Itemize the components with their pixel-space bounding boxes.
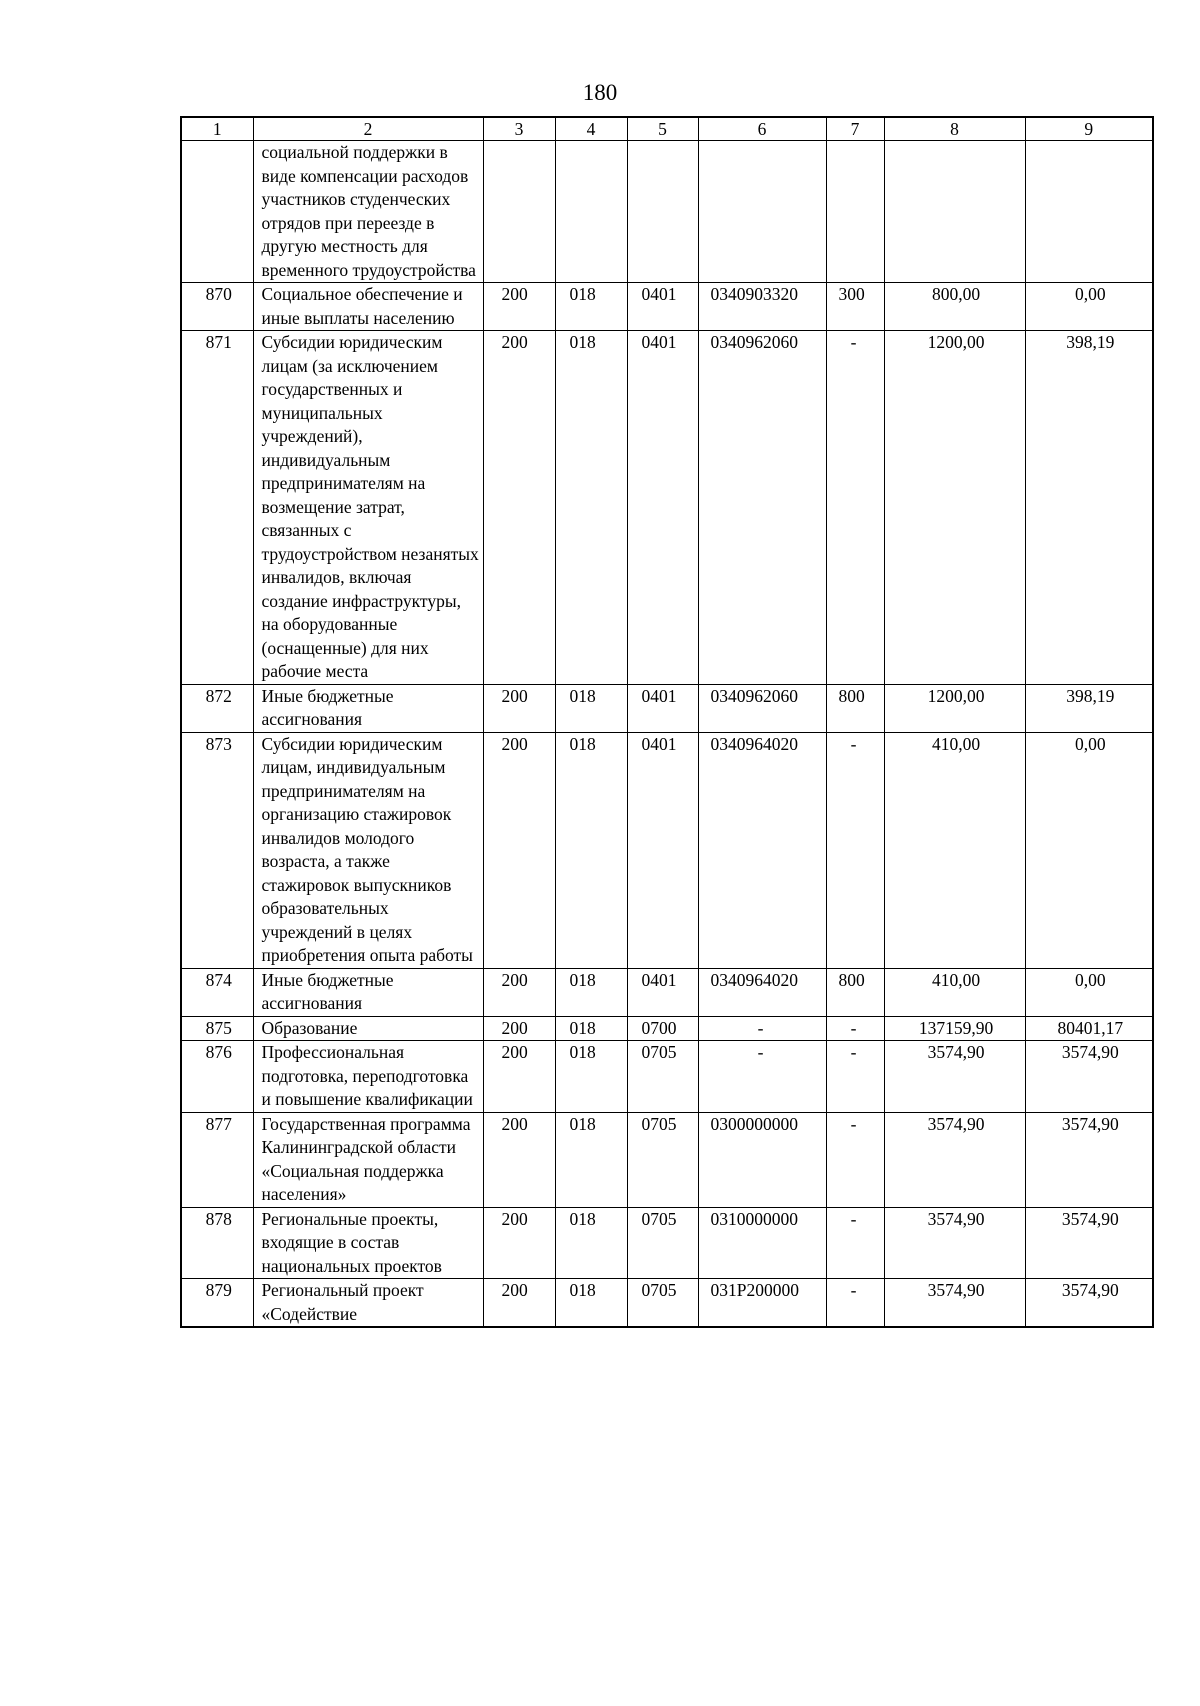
table-row	[181, 684, 1153, 732]
row-number-cell: 874	[181, 968, 253, 1016]
table-row	[181, 331, 1153, 685]
ministry-code-cell: 018	[555, 331, 627, 685]
row-number-cell: 872	[181, 684, 253, 732]
executed-amount-cell: 0,00	[1025, 283, 1153, 331]
name-cell: Иные бюджетные ассигнования	[253, 968, 483, 1016]
header-cell: 6	[698, 117, 826, 141]
plan-amount-cell: 3574,90	[884, 1112, 1025, 1207]
admin-code-cell: 200	[483, 1207, 555, 1279]
ministry-code-cell	[555, 141, 627, 283]
expense-type-cell: -	[826, 732, 884, 968]
name-cell: Государственная программа Калининградской области «Социальная поддержка населения»	[253, 1112, 483, 1207]
executed-amount-cell: 80401,17	[1025, 1016, 1153, 1041]
header-cell: 3	[483, 117, 555, 141]
admin-code-cell	[483, 141, 555, 283]
admin-code-cell: 200	[483, 1041, 555, 1113]
section-code-cell: 0705	[627, 1279, 698, 1328]
executed-amount-cell: 398,19	[1025, 684, 1153, 732]
table-row	[181, 968, 1153, 1016]
expense-type-cell: 800	[826, 968, 884, 1016]
target-article-cell: 0310000000	[698, 1207, 826, 1279]
row-number-cell: 876	[181, 1041, 253, 1113]
plan-amount-cell: 410,00	[884, 968, 1025, 1016]
executed-amount-cell: 3574,90	[1025, 1041, 1153, 1113]
header-cell: 9	[1025, 117, 1153, 141]
ministry-code-cell: 018	[555, 283, 627, 331]
expense-type-cell: -	[826, 1207, 884, 1279]
ministry-code-cell: 018	[555, 732, 627, 968]
executed-amount-cell	[1025, 141, 1153, 283]
ministry-code-cell: 018	[555, 684, 627, 732]
section-code-cell: 0401	[627, 968, 698, 1016]
executed-amount-cell: 3574,90	[1025, 1279, 1153, 1328]
header-cell: 4	[555, 117, 627, 141]
header-row	[181, 117, 1153, 141]
section-code-cell: 0705	[627, 1207, 698, 1279]
expense-type-cell: -	[826, 1016, 884, 1041]
expense-type-cell: 300	[826, 283, 884, 331]
section-code-cell: 0401	[627, 684, 698, 732]
row-number-cell: 879	[181, 1279, 253, 1328]
expense-type-cell: -	[826, 1279, 884, 1328]
plan-amount-cell: 410,00	[884, 732, 1025, 968]
row-number-cell: 875	[181, 1016, 253, 1041]
plan-amount-cell: 137159,90	[884, 1016, 1025, 1041]
admin-code-cell: 200	[483, 1279, 555, 1328]
admin-code-cell: 200	[483, 331, 555, 685]
admin-code-cell: 200	[483, 283, 555, 331]
plan-amount-cell	[884, 141, 1025, 283]
admin-code-cell: 200	[483, 968, 555, 1016]
executed-amount-cell: 0,00	[1025, 732, 1153, 968]
table-row	[181, 1207, 1153, 1279]
plan-amount-cell: 3574,90	[884, 1207, 1025, 1279]
target-article-cell: 0340964020	[698, 968, 826, 1016]
page-number: 180	[582, 80, 618, 105]
table-row	[181, 141, 1153, 283]
executed-amount-cell: 398,19	[1025, 331, 1153, 685]
executed-amount-cell: 0,00	[1025, 968, 1153, 1016]
table-row	[181, 1279, 1153, 1328]
ministry-code-cell: 018	[555, 1041, 627, 1113]
table-row	[181, 1041, 1153, 1113]
target-article-cell: 0340903320	[698, 283, 826, 331]
target-article-cell: 0340962060	[698, 331, 826, 685]
header-cell: 2	[253, 117, 483, 141]
section-code-cell: 0401	[627, 331, 698, 685]
name-cell: Субсидии юридическим лицам, индивидуальным предпринимателям на организацию стажировок инвалидов молодого возраста, а также стажировок выпускников образовательных учреждений в целях приобретения опыта работы	[253, 732, 483, 968]
row-number-cell: 873	[181, 732, 253, 968]
table-body	[181, 117, 1153, 1327]
executed-amount-cell: 3574,90	[1025, 1207, 1153, 1279]
expense-type-cell: 800	[826, 684, 884, 732]
name-cell: Социальное обеспечение и иные выплаты населению	[253, 283, 483, 331]
row-number-cell: 871	[181, 331, 253, 685]
plan-amount-cell: 3574,90	[884, 1279, 1025, 1328]
row-number-cell: 878	[181, 1207, 253, 1279]
admin-code-cell: 200	[483, 1016, 555, 1041]
row-number-cell	[181, 141, 253, 283]
ministry-code-cell: 018	[555, 1112, 627, 1207]
expense-type-cell	[826, 141, 884, 283]
header-cell: 5	[627, 117, 698, 141]
admin-code-cell: 200	[483, 1112, 555, 1207]
table-row	[181, 283, 1153, 331]
header-cell: 8	[884, 117, 1025, 141]
row-number-cell: 877	[181, 1112, 253, 1207]
name-cell: Образование	[253, 1016, 483, 1041]
ministry-code-cell: 018	[555, 1016, 627, 1041]
target-article-cell: -	[698, 1016, 826, 1041]
target-article-cell: 031P200000	[698, 1279, 826, 1328]
section-code-cell: 0401	[627, 283, 698, 331]
plan-amount-cell: 1200,00	[884, 331, 1025, 685]
target-article-cell	[698, 141, 826, 283]
row-number-cell: 870	[181, 283, 253, 331]
header-cell: 7	[826, 117, 884, 141]
ministry-code-cell: 018	[555, 968, 627, 1016]
target-article-cell: 0300000000	[698, 1112, 826, 1207]
target-article-cell: 0340964020	[698, 732, 826, 968]
table-row	[181, 1016, 1153, 1041]
ministry-code-cell: 018	[555, 1207, 627, 1279]
expense-type-cell: -	[826, 1041, 884, 1113]
name-cell: Региональный проект «Содействие	[253, 1279, 483, 1328]
table-row	[181, 732, 1153, 968]
budget-table	[180, 116, 1154, 1328]
header-cell: 1	[181, 117, 253, 141]
name-cell: Профессиональная подготовка, переподготовка и повышение квалификации	[253, 1041, 483, 1113]
name-cell: Иные бюджетные ассигнования	[253, 684, 483, 732]
target-article-cell: 0340962060	[698, 684, 826, 732]
plan-amount-cell: 1200,00	[884, 684, 1025, 732]
ministry-code-cell: 018	[555, 1279, 627, 1328]
executed-amount-cell: 3574,90	[1025, 1112, 1153, 1207]
name-cell: социальной поддержки в виде компенсации расходов участников студенческих отрядов при переезде в другую местность для временного трудоустройства	[253, 141, 483, 283]
target-article-cell: -	[698, 1041, 826, 1113]
section-code-cell: 0705	[627, 1041, 698, 1113]
section-code-cell	[627, 141, 698, 283]
section-code-cell: 0705	[627, 1112, 698, 1207]
section-code-cell: 0401	[627, 732, 698, 968]
name-cell: Региональные проекты, входящие в состав национальных проектов	[253, 1207, 483, 1279]
admin-code-cell: 200	[483, 732, 555, 968]
expense-type-cell: -	[826, 331, 884, 685]
expense-type-cell: -	[826, 1112, 884, 1207]
table-row	[181, 1112, 1153, 1207]
admin-code-cell: 200	[483, 684, 555, 732]
plan-amount-cell: 3574,90	[884, 1041, 1025, 1113]
name-cell: Субсидии юридическим лицам (за исключением государственных и муниципальных учреждений), индивидуальным предпринимателям на возмещение затрат, связанных с трудоустройством незанятых инвалидов, включая создание инфраструктуры, на оборудованные (оснащенные) для них рабочие места	[253, 331, 483, 685]
plan-amount-cell: 800,00	[884, 283, 1025, 331]
section-code-cell: 0700	[627, 1016, 698, 1041]
